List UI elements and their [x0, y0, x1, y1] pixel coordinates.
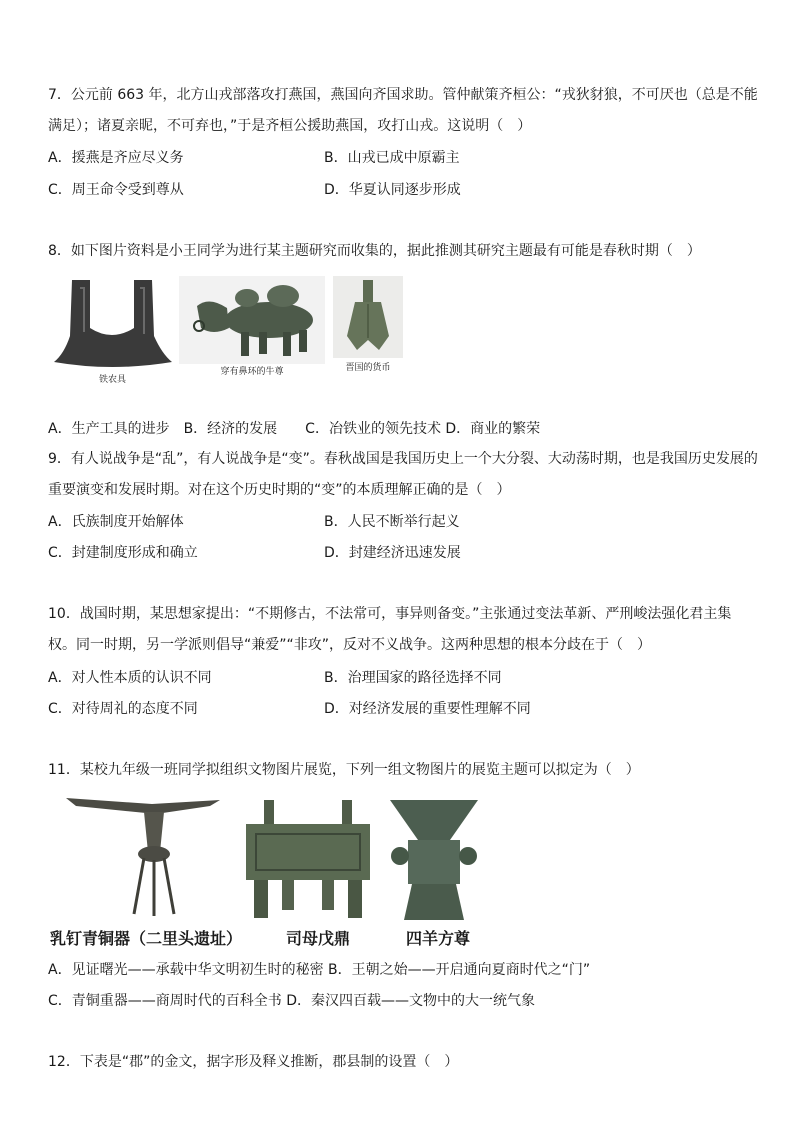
simuwu-ding-image: [242, 796, 374, 924]
q9-option-d[interactable]: D．封建经济迅速发展: [324, 545, 461, 561]
q9-option-c[interactable]: C．封建制度形成和确立: [48, 545, 198, 561]
iron-farm-tool-image: [50, 276, 175, 371]
q8-caption-ox-zun: 穿有鼻环的牛尊: [220, 367, 284, 377]
question-9-stem: 9．有人说战争是“乱”，有人说战争是“变”。春秋战国是我国历史上一个大分裂、大动荡时期，也是我国历史发展的重要演变和发展时期。对在这个历史时期的“变”的本质理解正确的是（ ）: [48, 451, 758, 498]
rudingjue-bronze-image: [60, 792, 230, 920]
jin-spade-coin-image: [333, 276, 403, 358]
q7-option-b[interactable]: B．山戎已成中原霸主: [324, 150, 460, 166]
q7-option-d[interactable]: D．华夏认同逐步形成: [324, 182, 461, 198]
q10-option-d[interactable]: D．对经济发展的重要性理解不同: [324, 701, 531, 717]
q7-option-a[interactable]: A．援燕是齐应尽义务: [48, 150, 184, 166]
q8-caption-jin-coin: 晋国的货币: [345, 363, 391, 373]
q9-option-a[interactable]: A．氏族制度开始解体: [48, 514, 184, 530]
q10-option-b[interactable]: B．治理国家的路径选择不同: [324, 670, 502, 686]
question-11-stem: 11．某校九年级一班同学拟组织文物图片展览，下列一组文物图片的展览主题可以拟定为（ ）: [48, 762, 640, 778]
ox-zun-image: [179, 276, 325, 364]
siyang-fangzun-image: [386, 796, 482, 924]
q7-option-c[interactable]: C．周王命令受到尊从: [48, 182, 184, 198]
question-7-stem: 7．公元前 663 年，北方山戎部落攻打燕国，燕国向齐国求助。管仲献策齐桓公：“戎狄豺狼，不可厌也（总是不能满足）；诸夏亲昵，不可弃也，”于是齐桓公援助燕国，攻打山戎。这说明（ ）: [48, 87, 758, 134]
q8-caption-iron-tool: 铁农具: [98, 375, 126, 385]
q11-caption-simuwu-ding: 司母戊鼎: [286, 929, 351, 948]
question-8-stem: 8．如下图片资料是小王同学为进行某主题研究而收集的，据此推测其研究主题最有可能是春秋时期（ ）: [48, 243, 701, 259]
question-10-stem: 10．战国时期，某思想家提出：“不期修古，不法常可，事异则备变。”主张通过变法革新、严刑峻法强化君主集权。同一时期，另一学派则倡导“兼爱”“非攻”，反对不义战争。这两种思想的根本分歧在于（ ）: [48, 606, 732, 653]
q10-option-a[interactable]: A．对人性本质的认识不同: [48, 670, 212, 686]
q10-option-c[interactable]: C．对待周礼的态度不同: [48, 701, 198, 717]
q11-options-line-1[interactable]: A．见证曙光——承载中华文明初生时的秘密 B．王朝之始——开启通向夏商时代之“门”: [48, 962, 591, 978]
question-12-stem: 12．下表是“郡”的金文，据字形及释义推断，郡县制的设置（ ）: [48, 1054, 459, 1070]
q11-caption-siyang-fangzun: 四羊方尊: [406, 929, 471, 948]
q11-options-line-2[interactable]: C．青铜重器——商周时代的百科全书 D．秦汉四百载——文物中的大一统气象: [48, 993, 536, 1009]
q8-options-line[interactable]: A．生产工具的进步 B．经济的发展 C．冶铁业的领先技术 D．商业的繁荣: [48, 421, 541, 437]
q11-caption-rudingjue: 乳钉青铜器（二里头遗址）: [50, 929, 243, 948]
q9-option-b[interactable]: B．人民不断举行起义: [324, 514, 460, 530]
